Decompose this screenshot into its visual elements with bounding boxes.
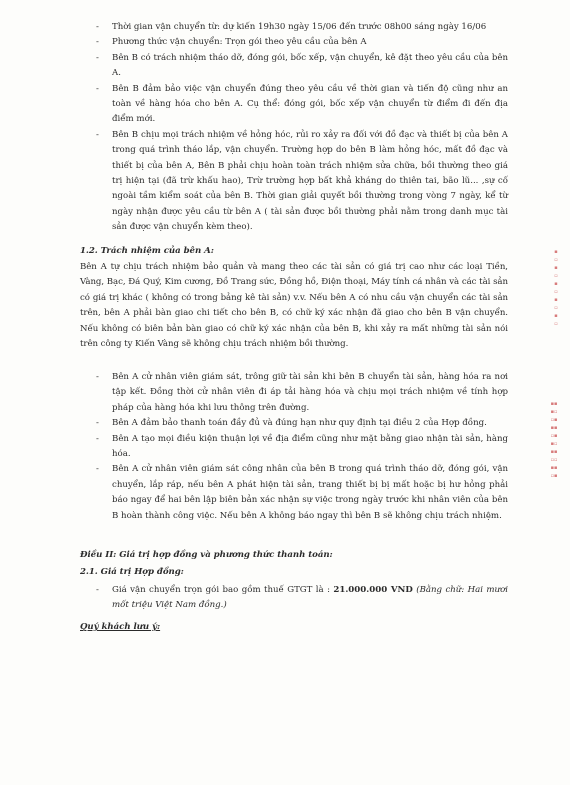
stamp-fragment-bottom: ▪▪ ▪▫ ▫▪ ▪▪ ▫▪ ▪▫ ▪▪ ▫▫ ▪▪ ▫▪ bbox=[550, 401, 558, 479]
list-item: - Bên A đảm bảo thanh toán đầy đủ và đúng hạn như quy định tại điều 2 của Hợp đồng. bbox=[96, 418, 487, 429]
notice-heading: Quý khách lưu ý: bbox=[80, 622, 161, 632]
list-item: - Bên B đảm bảo việc vận chuyển đúng theo yêu cầu về thời gian và tiến độ cũng như an toàn về hàng hóa cho bên A. Cụ thể: đóng gói, bốc xếp vận chuyển từ điểm đi đến địa điểm mới. bbox=[96, 83, 508, 125]
list-item: - Thời gian vận chuyển từ: dự kiến 19h30 ngày 15/06 đến trước 08h00 sáng ngày 16/06 bbox=[96, 22, 487, 32]
list-item: - Bên A cử nhân viên giám sát công nhân của bên B trong quá trình tháo dỡ, đóng gói, vận chuyển, lắp ráp, nếu bên A phát hiện tài sản, trang thiết bị bị mất hoặc bị hư hỏng phải báo ngay để hai bên lập biên bản xác nhận sự việc trong ngày trước khi nhân viên của bên B hoàn thành công việc. Nếu bên A không báo ngay thì bên B sẽ không chịu trách nhiệm. bbox=[96, 464, 508, 521]
transport-bullets bbox=[96, 20, 508, 236]
article-2-heading: Điều II: Giá trị hợp đồng và phương thức thanh toán: bbox=[80, 550, 333, 560]
party-a-heading: 1.2. Trách nhiệm của bên A: bbox=[80, 246, 214, 256]
list-item: - Bên B có trách nhiệm tháo dỡ, đóng gói, bốc xếp, vận chuyển, kê đặt theo yêu cầu của bên A. bbox=[96, 52, 508, 79]
list-item: - Bên A cử nhân viên giám sát, trông giữ tài sản khi bên B chuyển tài sản, hàng hóa ra nơi tập kết. Đồng thời cử nhân viên đi áp tải hàng hóa và chịu mọi trách nhiệm về tính hợp pháp của hàng hóa khi lưu thông trên đường. bbox=[96, 372, 508, 413]
amount-in-words: (Bằng chữ: Hai mươi mốt triệu Việt Nam đồng.) bbox=[112, 585, 508, 611]
stamp-fragment-top: ▪ ▫ ▪ ▫ ▪ ▫ ▪ ▫ ▪ ▫ bbox=[554, 249, 558, 327]
party-a-bullets bbox=[96, 370, 508, 524]
contract-value-heading: 2.1. Giá trị Hợp đồng: bbox=[80, 567, 184, 577]
party-a-paragraph: Bên A tự chịu trách nhiệm bảo quản và mang theo các tài sản có giá trị cao như các loại Tiền, Vàng, Bạc, Đá Quý, Kim cương, Đồ Trang sức, Đồng hồ, Điện thoại, Máy tính cá nhân và các tài sản có giá trị khác ( không có trong bảng kê tài sản) v.v. Nếu bên A có nhu cầu vận chuyển các tài sản trên, bên A phải bàn giao chi tiết cho bên B, có chữ ký xác nhận đã giao cho bên B vận chuyển. Nếu không có biên bản bàn giao có chữ ký xác nhận của bên B, khi xảy ra mất những tài sản nói trên công ty Kiến Vàng sẽ không chịu trách nhiệm bồi thường. bbox=[80, 262, 508, 350]
contract-value-bullets bbox=[96, 583, 508, 614]
list-item: - Bên B chịu mọi trách nhiệm về hỏng hóc, rủi ro xảy ra đối với đồ đạc và thiết bị của bên A trong quá trình tháo lắp, vận chuyển. Trường hợp do bên B làm hỏng hóc, mất đồ đạc và thiết bị của bên A, Bên B phải chịu hoàn toàn trách nhiệm sửa chữa, bồi thường theo giá trị hiện tại (đã trừ khấu hao), Trừ trường hợp bất khả kháng do thiên tai, bão lũ... ,sự cố ngoài tầm kiểm soát của bên B. Thời gian giải quyết bồi thường trong vòng 7 ngày, kể từ ngày nhận được yêu cầu từ bên A ( tài sản được bồi thường phải nằm trong danh mục tài sản được vận chuyển kèm theo). bbox=[96, 129, 508, 233]
list-item: - Bên A tạo mọi điều kiện thuận lợi về địa điểm cũng như mặt bằng giao nhận tài sản, hàng hóa. bbox=[96, 433, 508, 460]
contract-amount: 21.000.000 VND bbox=[333, 585, 413, 595]
list-item: - Giá vận chuyển trọn gói bao gồm thuế GTGT là : 21.000.000 VND (Bằng chữ: Hai mươi mốt triệu Việt Nam đồng.) bbox=[96, 585, 508, 611]
list-item: - Phương thức vận chuyển: Trọn gói theo yêu cầu của bên A bbox=[96, 37, 367, 48]
